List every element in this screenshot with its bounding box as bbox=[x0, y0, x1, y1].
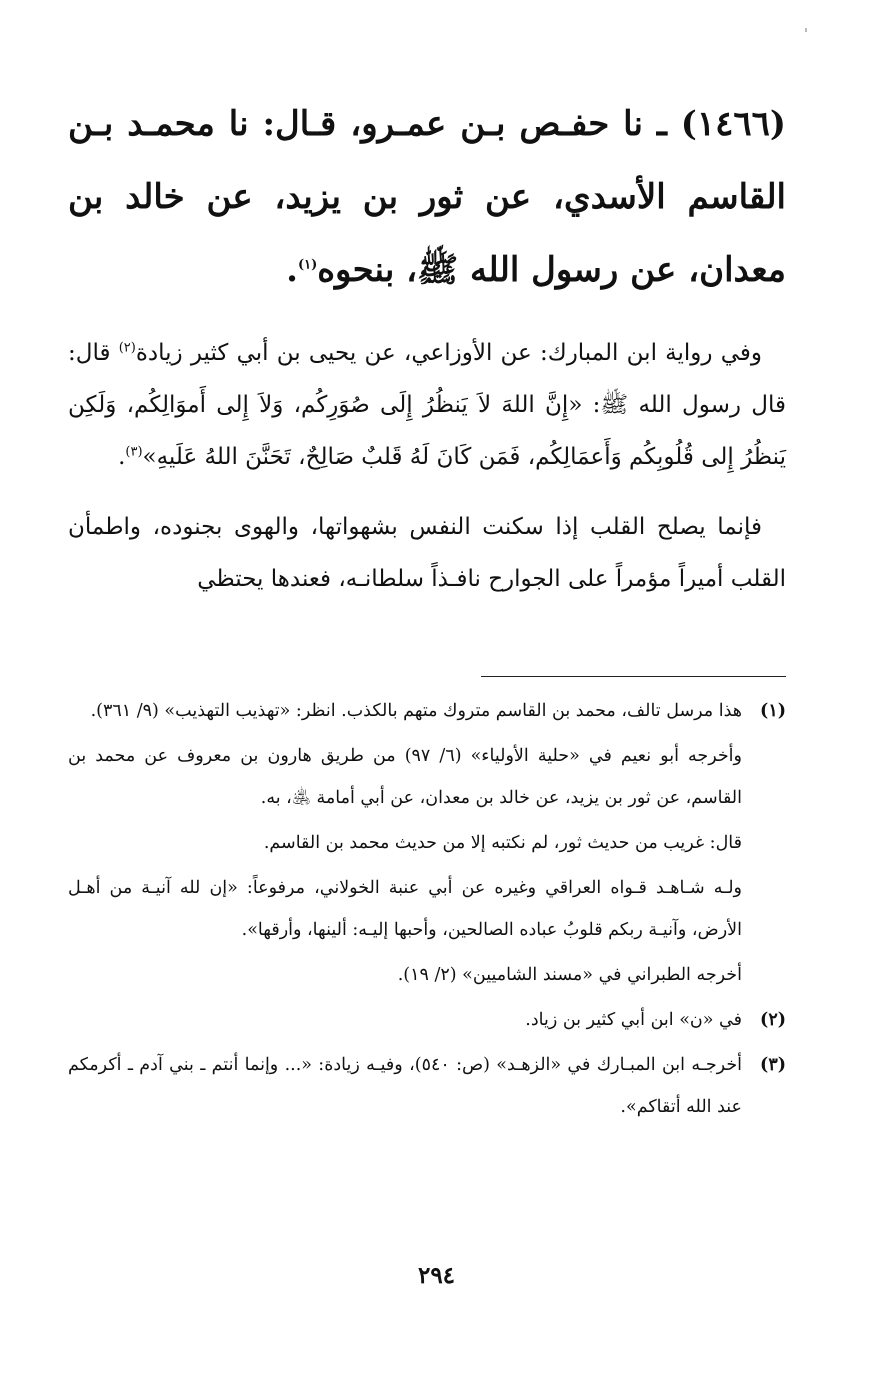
footnote-body bbox=[68, 690, 742, 996]
riwaya-end: . bbox=[118, 444, 126, 470]
footnote-number: (١) bbox=[760, 701, 786, 721]
footnote-paragraph: هذا مرسل تالف، محمد بن القاسم متروك متهم بالكذب. انظر: «تهذيب التهذيب» (٩/ ٣٦١). bbox=[90, 701, 742, 721]
footnote-paragraph: وأخرجه أبو نعيم في «حلية الأولياء» (٦/ ٩٧) من طريق هارون بن معروف عن محمد بن القاسم، عن ثور بن يزيد، عن خالد بن معدان، عن أبي أمامة ﵁، به. bbox=[68, 746, 742, 808]
footnote-2 bbox=[68, 999, 786, 1041]
footnote-paragraph: أخرجه الطبراني في «مسند الشاميين» (٢/ ١٩). bbox=[397, 965, 742, 985]
footnote-ref-2: (٢) bbox=[118, 340, 136, 356]
page-number: ٢٩٤ bbox=[417, 1262, 456, 1289]
hadith-1466 bbox=[68, 88, 786, 307]
footnote-number: (٣) bbox=[760, 1055, 786, 1075]
riwaya-part1: وفي رواية ابن المبارك: عن الأوزاعي، عن يحيى بن أبي كثير زيادة bbox=[135, 340, 762, 366]
footnote-paragraph: ولـه شـاهـد قـواه العراقي وغيره عن أبي عنبة الخولاني، مرفوعاً: «إن لله آنيـة من أهـل الأرض، وآنيـة ربكم قلوبُ عباده الصالحين، وأحبها إليـه: ألينها، وأرقها». bbox=[68, 878, 742, 940]
main-text bbox=[68, 88, 786, 605]
footnote-body bbox=[68, 1044, 742, 1128]
footnote-ref-1: (١) bbox=[297, 257, 318, 273]
footnote-1 bbox=[68, 690, 786, 996]
footnote-paragraph: في «ن» ابن أبي كثير بن زياد. bbox=[525, 1010, 742, 1030]
footnote-ref-3: (٣) bbox=[125, 444, 143, 460]
hadith-end: . bbox=[286, 250, 298, 290]
footnotes bbox=[68, 690, 786, 1128]
riwaya-part2: قال: قال رسول الله ﷺ: «إِنَّ اللهَ لاَ يَنظُرُ إِلَى صُوَرِكُم، وَلاَ إِلى أَموَالِكُم، وَلَكِن يَنظُرُ إِلى قُلُوبِكُم وَأَعمَالِكُم، فَمَن كَانَ لَهُ قَلبٌ صَالِحٌ، تَحَنَّنَ اللهُ عَلَيهِ» bbox=[68, 340, 786, 470]
footnote-number: (٢) bbox=[760, 1010, 786, 1030]
footnote-separator bbox=[481, 676, 786, 677]
footnote-paragraph: قال: غريب من حديث ثور، لم نكتبه إلا من حديث محمد بن القاسم. bbox=[263, 833, 742, 853]
footnote-paragraph: أخرجـه ابن المبـارك في «الزهـد» (ص: ٥٤٠)، وفيـه زيادة: «... وإنما أنتم ـ بني آدم ـ أكرمكم عند الله أتقاكم». bbox=[68, 1055, 742, 1117]
hadith-text: (١٤٦٦) ـ نا حفـص بـن عمـرو، قـال: نا محمـد بـن القاسم الأسدي، عن ثور بن يزيد، عن خالد بن معدان، عن رسول الله ﷺ، بنحوه bbox=[68, 104, 786, 290]
paragraph-fainnama: فإنما يصلح القلب إذا سكنت النفس بشهواتها، والهوى بجنوده، واطمأن القلب أميراً مؤمراً على الجوارح نافـذاً سلطانـه، فعندها يحتظي bbox=[68, 514, 786, 592]
footnote-3 bbox=[68, 1044, 786, 1128]
paragraph-riwaya bbox=[68, 327, 786, 483]
scan-mark bbox=[805, 28, 807, 32]
footnote-body bbox=[68, 999, 742, 1041]
